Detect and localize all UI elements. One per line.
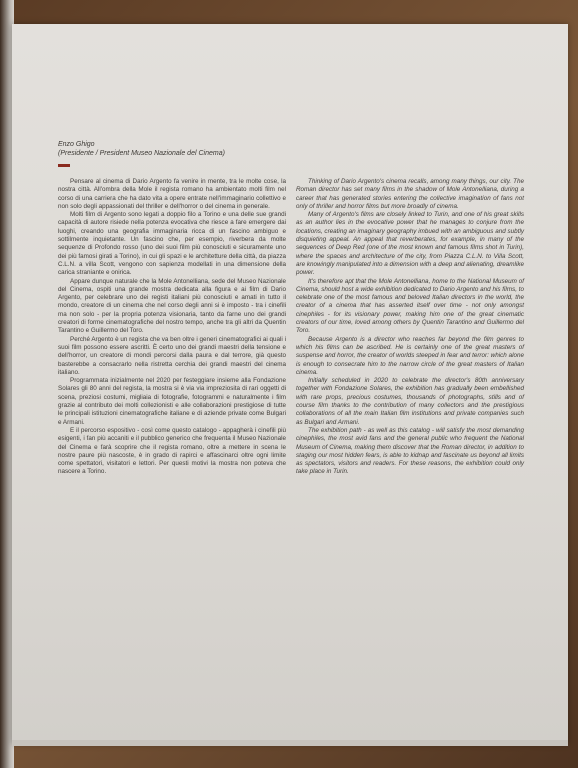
italian-paragraph: Molti film di Argento sono legati a doppio filo a Torino e una delle sue grandi capacità di autore risiede nella potenza evocativa che riesce a fare emergere dai luoghi, creando una geografia immaginaria ricca di un fascino ambiguo e sottilmente inquietante. Un fascino che, per esempio, riverbera da molte sequenze di Profondo rosso (uno dei suoi film più conosciuti e sicuramente uno dei più famosi girati a Torino), in cui gli spazi e le architetture della città, da piazza C.L.N. a villa Scott, vengono con sapienza modellati in una dimensione della carica straniante e onirica. xyxy=(58,211,286,277)
english-paragraph: Many of Argento's films are closely linked to Turin, and one of his great skills as an author lies in the evocative power that he manages to conjure from the locations, creating an imaginary geography imbued with an ambiguous and subtly disquieting appeal. An appeal that reverberates, for example, in many of the sequences of Deep Red (one of the most known and famous films shot in Turin), where the spaces and architecture of the city, from Piazza C.L.N. to Villa Scott, are knowingly manipulated into a dimension with a deep and alienating, dreamlike power. xyxy=(296,211,524,277)
english-paragraph: Because Argento is a director who reaches far beyond the film genres to which his films can be ascribed. He is certainly one of the great masters of suspense and horror, the creator of worlds steeped in fear and terror: which alone is enough to consecrate him to the narrow circle of the great masters of Italian cinema. xyxy=(296,335,524,376)
italian-paragraph: Appare dunque naturale che la Mole Antonelliana, sede del Museo Nazionale del Cinema, ospiti una grande mostra dedicata alla figura e ai film di Dario Argento, per celebrare uno dei registi italiani più conosciuti e amati in tutto il mondo, creatore di un cinema che nel corso degli anni si è imposto - tra i cinefili ma non solo - per la propria potenza visionaria, tanto da farne uno dei grandi creatori di forme cinematografiche del nostro tempo, anche tra gli altri da Quentin Tarantino e Guillermo del Toro. xyxy=(58,277,286,335)
italian-paragraph: Perché Argento è un regista che va ben oltre i generi cinematografici ai quali i suoi film possono essere ascritti. È certo uno dei grandi maestri della tensione e dell'horror, un creatore di mondi percorsi dalla paura e dal terrore, già questo basterebbe a consacrarlo nella ristretta cerchia dei grandi maestri del cinema italiano. xyxy=(58,335,286,376)
italian-paragraph: Pensare al cinema di Dario Argento fa venire in mente, tra le molte cose, la nostra città. All'ombra della Mole il regista romano ha ambientato molti film nel corso di una carriera che ha dato vita a opere entrate nell'immaginario collettivo e non solo degli appassionati del thriller e dell'horror o del cinema in generale. xyxy=(58,178,286,210)
english-paragraph: Initially scheduled in 2020 to celebrate the director's 80th anniversary together with Fondazione Solares, the exhibition has gradually been embellished with rare props, precious costumes, thousands of photographs, stills and of course film thanks to the contribution of many collectors and the prestigious collaborations of all the main Italian film institutions and private companies such as Bulgari and Armani. xyxy=(296,377,524,426)
author-block xyxy=(58,140,318,158)
accent-rule xyxy=(58,164,70,167)
author-role: (Presidente / President Museo Nazionale del Cinema) xyxy=(58,150,225,157)
english-paragraph: It's therefore apt that the Mole Antonelliana, home to the National Museum of Cinema, should host a wide exhibition dedicated to Dario Argento and his films, to celebrate one of the most famous and beloved Italian directors in the world, the creator of a cinema that has asserted itself over time - not only amongst cinephiles - for its visionary power, making him one of the great cinematic creators of our time, loved among others by Quentin Tarantino and Guillermo del Toro. xyxy=(296,277,524,335)
italian-column xyxy=(58,178,286,477)
italian-paragraph: Programmata inizialmente nel 2020 per festeggiare insieme alla Fondazione Solares gli 80 anni del regista, la mostra si è via via impreziosita di rari oggetti di scena, preziosi costumi, migliaia di fotografie, fotogrammi e naturalmente i film grazie al contributo dei molti collezionisti e alle collaborazioni prestigiose di tutte le principali istituzioni cinematografiche italiane e di aziende private come Bulgari e Armani. xyxy=(58,377,286,426)
italian-paragraph: E il percorso espositivo - così come questo catalogo - appagherà i cinefili più esigenti, i fan più accaniti e il pubblico generico che frequenta il Museo Nazionale del Cinema e farà scoprire che il regista romano, oltre a mettere in scena le nostre paure più nascoste, è in grado di rapirci e affascinarci oltre ogni limite come spettatori, visitatori e lettori. Per questi motivi la mostra non poteva che nascere a Torino. xyxy=(58,426,286,476)
english-paragraph: The exhibition path - as well as this catalog - will satisfy the most demanding cinephiles, the most avid fans and the general public who frequent the National Museum of Cinema, making them discover that the Roman director, in addition to staging our most hidden fears, is able to kidnap and fascinate us beyond all limits as spectators, visitors and readers. For these reasons, the exhibition could only take place in Turin. xyxy=(296,426,524,476)
page-bottom-edge xyxy=(12,740,568,746)
english-paragraph: Thinking of Dario Argento's cinema recalls, among many things, our city. The Roman director has set many films in the shadow of Mole Antonelliana, during a career that has generated stories entering the collective imagination of fans not only of thriller and horror films but more broadly of cinema. xyxy=(296,178,524,210)
english-column xyxy=(296,178,524,477)
author-name: Enzo Ghigo xyxy=(58,141,95,148)
